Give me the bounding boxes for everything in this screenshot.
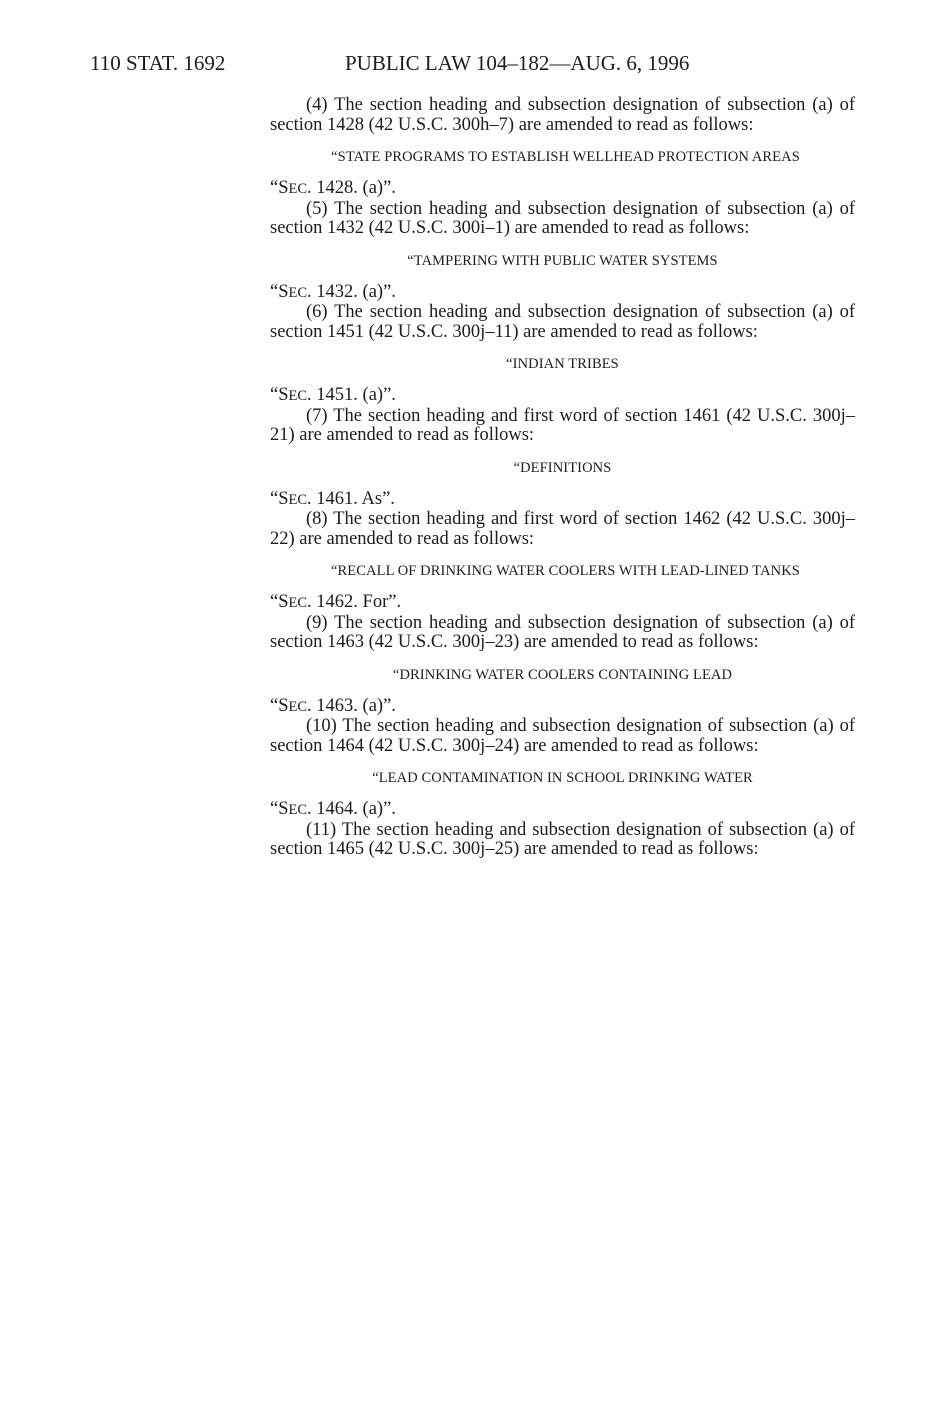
section-heading-1451: “INDIAN TRIBES: [506, 356, 619, 372]
amendment-paragraph-9: (9) The section heading and subsection designation of subsection (a) of section 1463 (42 U.S.C. 300j–23) are amended to read as follows:: [270, 612, 855, 652]
amendment-paragraph-7: (7) The section heading and first word of section 1461 (42 U.S.C. 300j–21) are amended to read as follows:: [270, 405, 855, 445]
section-heading-1462: “RECALL OF DRINKING WATER COOLERS WITH LEAD-LINED TANKS: [331, 563, 800, 579]
section-designation-1464: “SEC. 1464. (a)”.: [270, 799, 396, 819]
section-heading-1461: “DEFINITIONS: [513, 459, 612, 476]
section-heading-1428: “STATE PROGRAMS TO ESTABLISH WELLHEAD PROTECTION AREAS: [331, 149, 800, 165]
section-designation-1461: “SEC. 1461. As”.: [270, 488, 395, 509]
document-body: [270, 96, 855, 860]
section-designation-1432: “SEC. 1432. (a)”.: [270, 281, 396, 302]
amendment-paragraph-8: (8) The section heading and first word of section 1462 (42 U.S.C. 300j–22) are amended to read as follows:: [270, 509, 855, 549]
section-heading-1464: “LEAD CONTAMINATION IN SCHOOL DRINKING WATER: [372, 770, 753, 786]
amendment-paragraph-11: (11) The section heading and subsection designation of subsection (a) of section 1465 (42 U.S.C. 300j–25) are amended to read as follows:: [270, 819, 855, 859]
section-designation-1462: “SEC. 1462. For”.: [270, 592, 402, 612]
amendment-paragraph-4: (4) The section heading and subsection designation of subsection (a) of section 1428 (42 U.S.C. 300h–7) are amended to read as follows:: [270, 95, 855, 135]
section-designation-1428: “SEC. 1428. (a)”.: [270, 178, 396, 198]
statute-page-number: 110 STAT. 1692: [90, 51, 226, 75]
section-designation-1463: “SEC. 1463. (a)”.: [270, 695, 396, 716]
amendment-paragraph-10: (10) The section heading and subsection designation of subsection (a) of section 1464 (42 U.S.C. 300j–24) are amended to read as follows:: [270, 716, 855, 756]
section-heading-1432: “TAMPERING WITH PUBLIC WATER SYSTEMS: [407, 252, 718, 269]
amendment-paragraph-6: (6) The section heading and subsection designation of subsection (a) of section 1451 (42 U.S.C. 300j–11) are amended to read as follows:: [270, 302, 855, 342]
section-heading-1463: “DRINKING WATER COOLERS CONTAINING LEAD: [392, 666, 733, 683]
amendment-paragraph-5: (5) The section heading and subsection designation of subsection (a) of section 1432 (42 U.S.C. 300i–1) are amended to read as follows:: [270, 198, 855, 238]
running-head: [90, 48, 760, 78]
public-law-citation: PUBLIC LAW 104–182—AUG. 6, 1996: [345, 51, 690, 75]
section-designation-1451: “SEC. 1451. (a)”.: [270, 385, 396, 405]
